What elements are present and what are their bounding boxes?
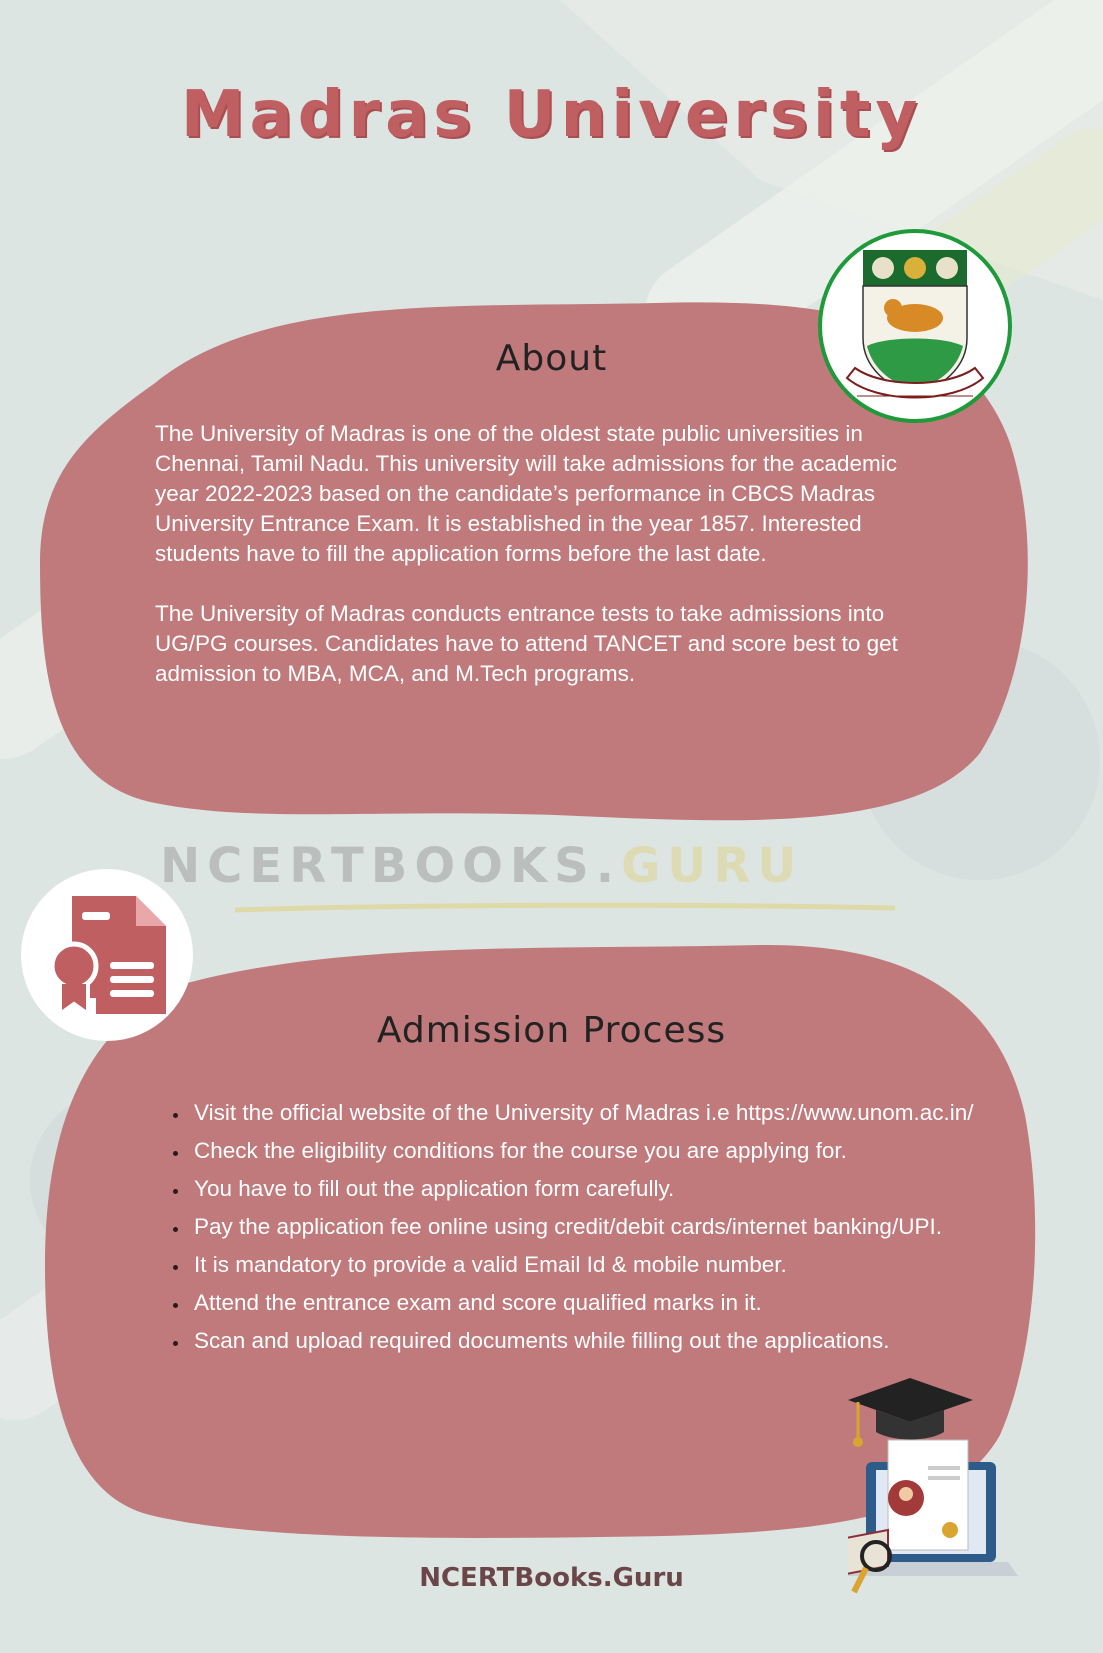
- admission-steps-list: [160, 1098, 980, 1364]
- list-item: • It is mandatory to provide a valid Email Id & mobile number.: [190, 1250, 980, 1280]
- list-item: • Check the eligibility conditions for the course you are applying for.: [190, 1136, 980, 1166]
- about-paragraph: The University of Madras is one of the oldest state public universities in Chennai, Tamil Nadu. This university will take admissions for the academic year 2022-2023 based on the candidate’s performance in CBCS Madras University Entrance Exam. It is established in the year 1857. Interested students have to fill the application forms before the last date.: [155, 421, 897, 566]
- list-item: • Scan and upload required documents while filling out the applications.: [190, 1326, 980, 1356]
- university-emblem-icon: [817, 228, 1013, 424]
- watermark: [160, 838, 803, 894]
- about-heading: About: [495, 338, 608, 379]
- about-body: [155, 419, 945, 719]
- watermark-underline: [235, 902, 895, 914]
- certificate-document-icon: [18, 866, 196, 1044]
- list-item: • Pay the application fee online using credit/debit cards/internet banking/UPI.: [190, 1212, 980, 1242]
- admission-heading: Admission Process: [376, 1010, 727, 1051]
- about-paragraph: The University of Madras conducts entrance tests to take admissions into UG/PG courses. Candidates have to attend TANCET and score best to get admission to MBA, MCA, and M.Tech programs.: [155, 601, 898, 686]
- watermark-accent: GURU: [620, 838, 804, 894]
- list-item: • Attend the entrance exam and score qualified marks in it.: [190, 1288, 980, 1318]
- watermark-main: NCERTBOOKS.: [160, 838, 621, 894]
- page-title: Madras University: [180, 78, 923, 152]
- list-item: • You have to fill out the application form carefully.: [190, 1174, 980, 1204]
- footer-brand: NCERTBooks.Guru: [419, 1563, 684, 1593]
- list-item: • Visit the official website of the University of Madras i.e https://www.unom.ac.in/: [190, 1098, 980, 1128]
